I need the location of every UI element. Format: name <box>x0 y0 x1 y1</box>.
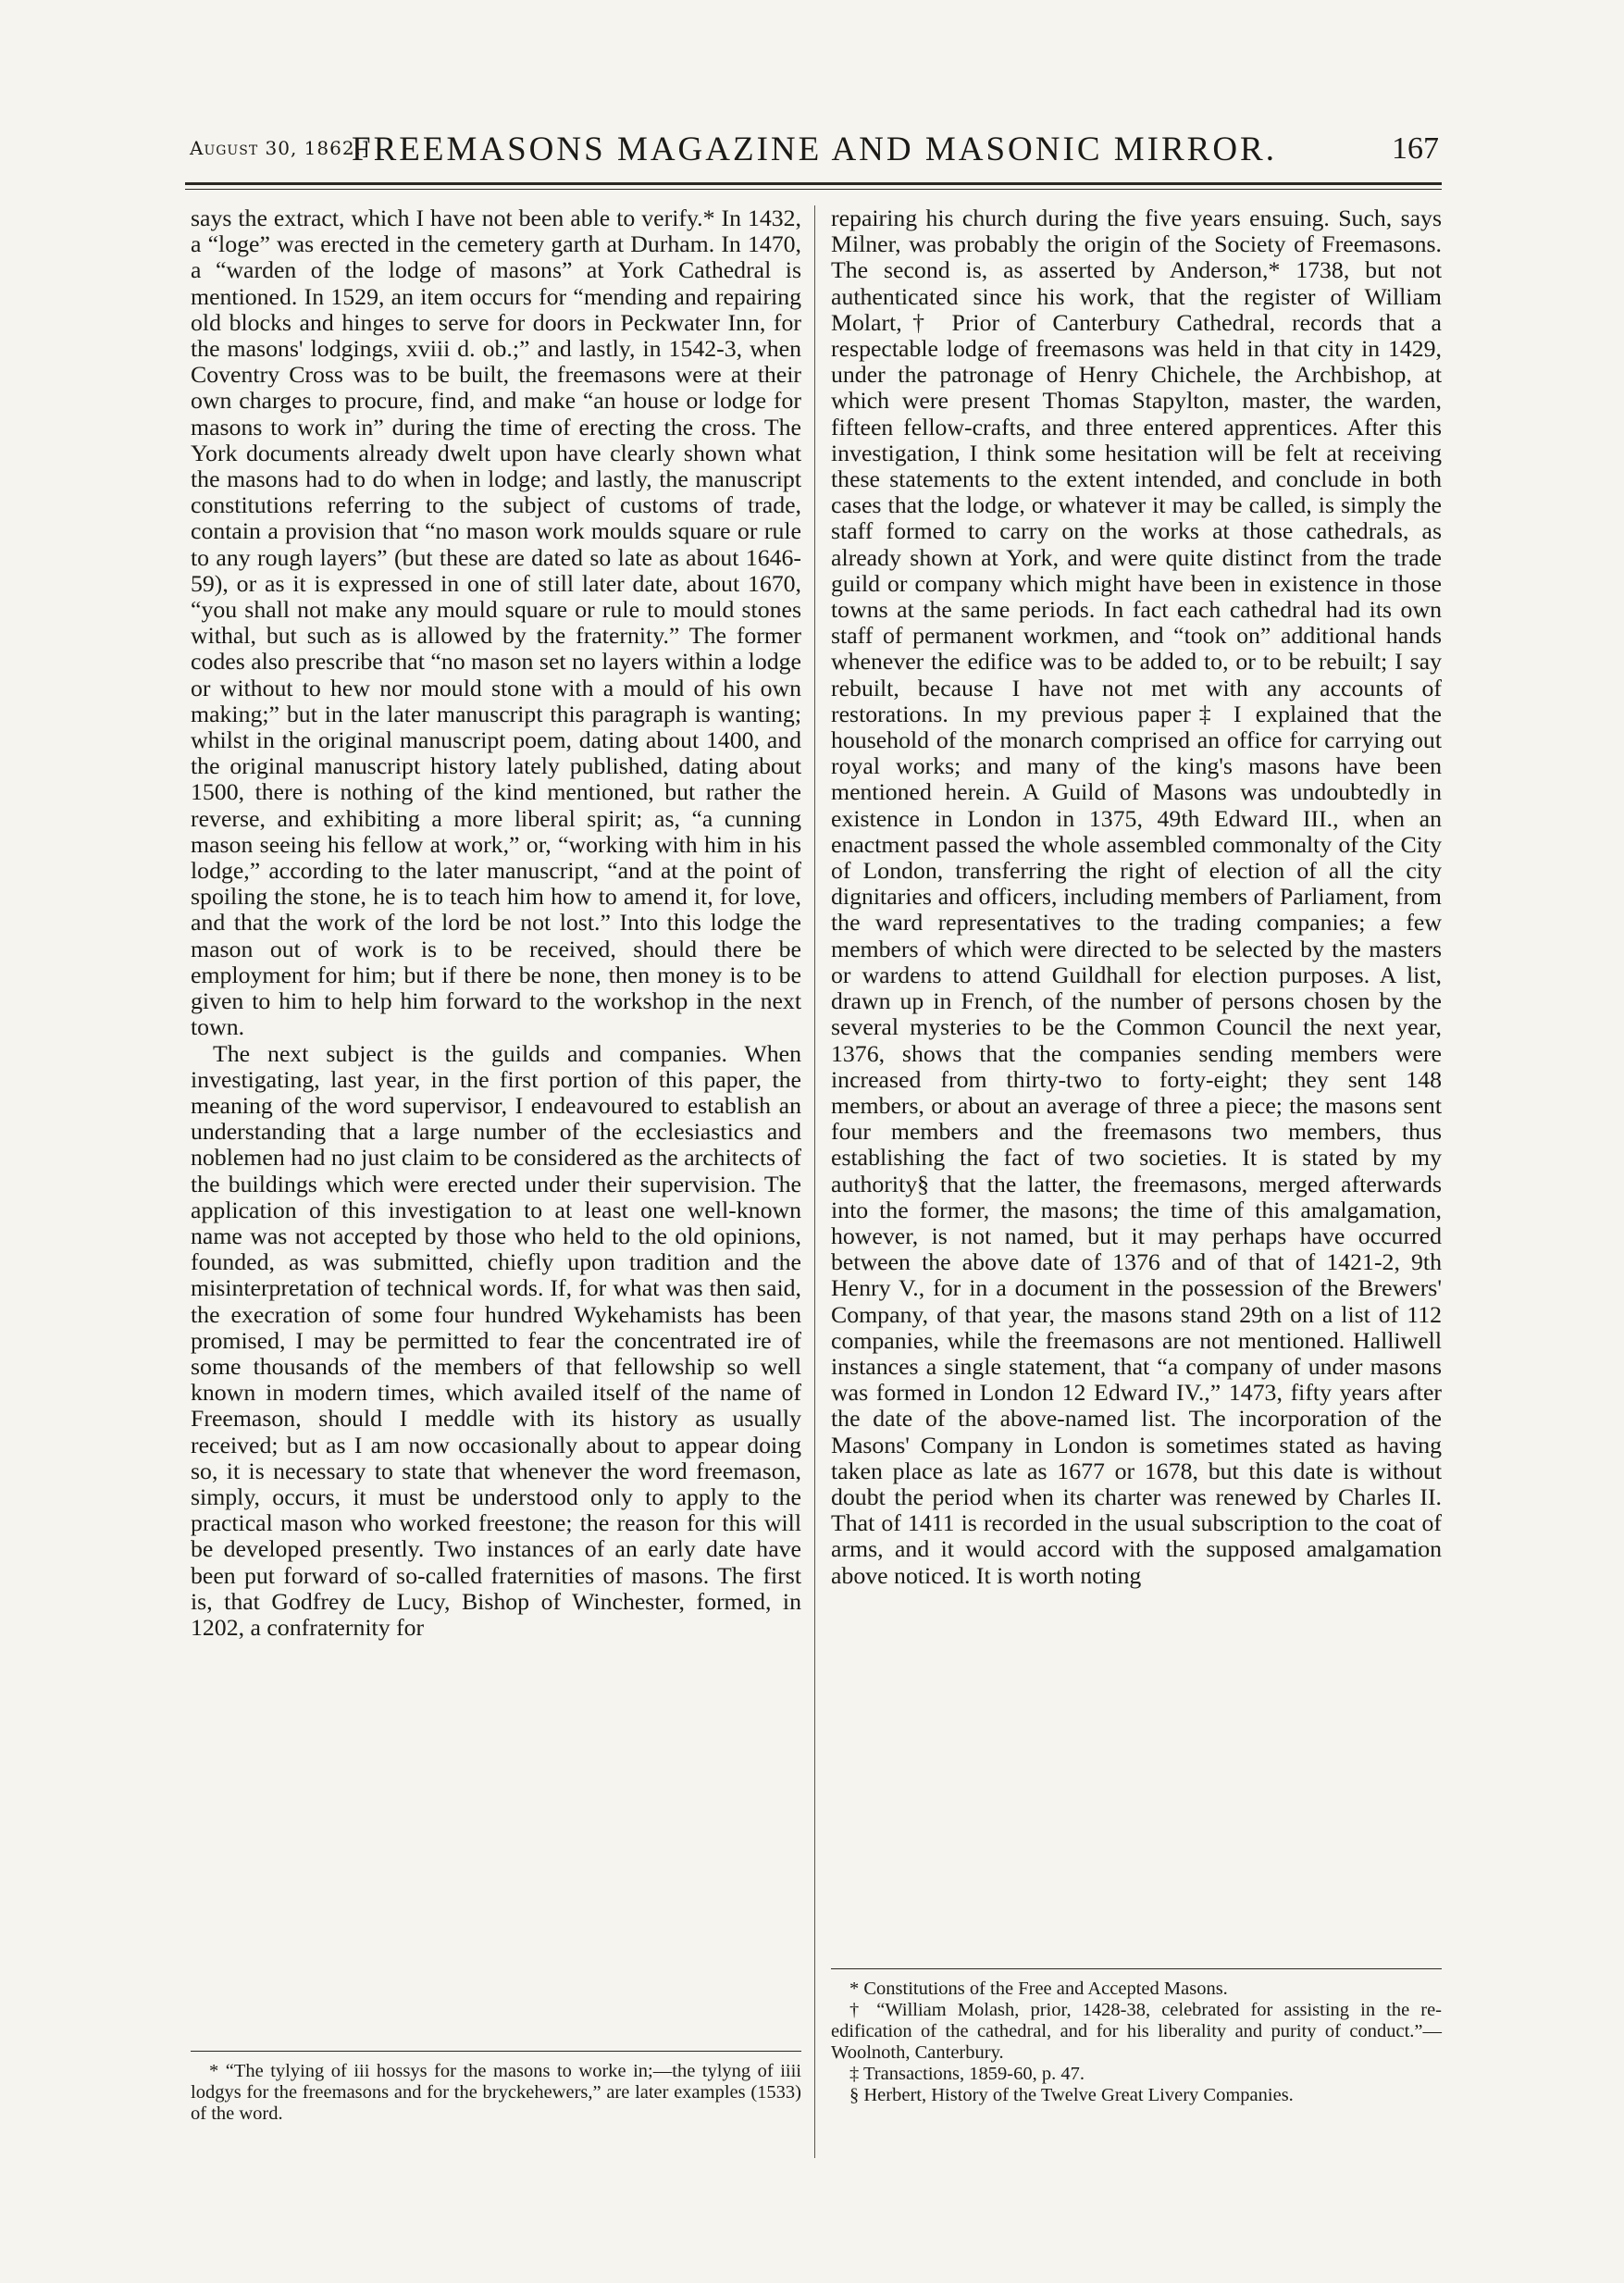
left-footnotes <box>191 2061 801 2125</box>
footnote: * “The tylying of iii hossys for the masons to worke in;—the tylyng of iiii lodgys for the freemasons and for the bryckehewers,” are later examples (1533) of the word. <box>191 2061 801 2124</box>
left-paragraph-2: The next subject is the guilds and companies. When investigating, last year, in the first portion of this paper, the meaning of the word supervisor, I endeavoured to establish an understanding that a large number of the ecclesiastics and noblemen had no just claim to be considered as the architects of the buildings which were erected under their supervision. The application of this investigation to at least one well-known name was not accepted by those who held to the old opinions, founded, as was submitted, chiefly upon tradition and the misinterpretation of technical words. If, for what was then said, the execration of some four hundred Wykehamists has been promised, I may be permitted to fear the concentrated ire of some thousands of the members of that fellowship so well known in modern times, which availed itself of the name of Freemason, should I meddle with its history as usually received; but as I am now occasionally about to appear doing so, it is necessary to state that whenever the word freemason, simply, occurs, it must be understood only to apply to the practical mason who worked freestone; the reason for this will be developed presently. Two instances of an early date have been put forward of so-called fraternities of masons. The first is, that Godfrey de Lucy, Bishop of Winchester, formed, in 1202, a confraternity for <box>191 1039 801 1641</box>
issue-date: August 30, 1862.] <box>190 137 370 159</box>
publication-title: FREEMASONS MAGAZINE AND MASONIC MIRROR. <box>352 130 1277 168</box>
header-rule-thin <box>185 189 1442 190</box>
right-column <box>831 205 1442 1589</box>
left-footnote-rule <box>191 2051 801 2052</box>
right-footnotes <box>831 1979 1442 2106</box>
header-rule-thick <box>185 182 1442 185</box>
footnote: † “William Molash, prior, 1428-38, celebrated for assisting in the re-edification of the cathedral, and for his liberality and purity of conduct.”—Woolnoth, Canterbury. <box>831 2000 1442 2063</box>
left-paragraph-1: says the extract, which I have not been able to verify.* In 1432, a “loge” was erected in the cemetery garth at Durham. In 1470, a “warden of the lodge of masons” at York Cathedral is mentioned. In 1529, an item occurs for “mending and repairing old blocks and hinges to serve for doors in Peckwater Inn, for the masons' lodgings, xviii d. ob.;” and lastly, in 1542-3, when Coventry Cross was to be built, the freemasons were at their own charges to procure, find, and make “an house or lodge for masons to work in” during the time of erecting the cross. The York documents already dwelt upon have clearly shown what the masons had to do when in lodge; and lastly, the manuscript constitutions referring to the subject of customs of trade, contain a provision that “no mason work moulds square or rule to any rough layers” (but these are dated so late as about 1646-59), or as it is expressed in one of still later date, about 1670, “you shall not make any mould square or rule to mould stones withal, but such as is allowed by the fraternity.” The former codes also prescribe that “no mason set no layers within a lodge or without to hew nor mould stone with a mould of his own making;” but in the later manuscript this paragraph is wanting; whilst in the original manuscript poem, dating about 1400, and the original manuscript history lately published, dating about 1500, there is nothing of the kind mentioned, but rather the reverse, and exhibiting a more liberal spirit; as, “a cunning mason seeing his fellow at work,” or, “working with him in his lodge,” according to the later manuscript, “and at the point of spoiling the stone, he is to teach him how to amend it, for love, and that the work of the lord be not lost.” Into this lodge the mason out of work is to be received, should there be employment for him; but if there be none, then money is to be given to him to help him forward to the workshop in the next town. <box>191 205 801 1041</box>
footnote: * Constitutions of the Free and Accepted Masons. <box>849 1979 1228 1999</box>
page-number: 167 <box>1392 131 1439 166</box>
right-paragraph-1: repairing his church during the five years ensuing. Such, says Milner, was probably the origin of the Society of Freemasons. The second is, as asserted by Anderson,* 1738, but not authenticated since his work, that the register of William Molart,† Prior of Canterbury Cathedral, records that a respectable lodge of freemasons was held in that city in 1429, under the patronage of Henry Chichele, the Archbishop, at which were present Thomas Stapylton, master, the warden, fifteen fellow-crafts, and three entered apprentices. After this investigation, I think some hesitation will be felt at receiving these statements to the extent intended, and conclude in both cases that the lodge, or whatever it may be called, is simply the staff formed to carry on the works at those cathedrals, as already shown at York, and were quite distinct from the trade guild or company which might have been in existence in those towns at the same periods. In fact each cathedral had its own staff of permanent workmen, and “took on” additional hands whenever the edifice was to be added to, or to be rebuilt; I say rebuilt, because I have not met with any accounts of restorations. In my previous paper‡ I explained that the household of the monarch comprised an office for carrying out royal works; and many of the king's masons have been mentioned herein. A Guild of Masons was undoubtedly in existence in London in 1375, 49th Edward III., when an enactment passed the whole assembled commonalty of the City of London, transferring the right of election of all the city dignitaries and officers, including members of Parliament, from the ward representatives to the trading companies; a few members of which were directed to be selected by the masters or wardens to attend Guildhall for election purposes. A list, drawn up in French, of the number of persons chosen by the several mysteries to be the Common Council the next year, 1376, shows that the companies sending members were increased from thirty-two to forty-eight; they sent 148 members, or about an average of three a piece; the masons sent four members and the freemasons two members, thus establishing the fact of two societies. It is stated by my authority§ that the latter, the freemasons, merged afterwards into the former, the masons; the time of this amalgamation, however, is not named, but it may perhaps have occurred between the above date of 1376 and of that of 1421-2, 9th Henry V., for in a document in the possession of the Brewers' Company, of that year, the masons stand 29th on a list of 112 companies, while the freemasons are not mentioned. Halliwell instances a single statement, that “a company of under masons was formed in London 12 Edward IV.,” 1473, fifty years after the date of the above-named list. The incorporation of the Masons' Company in London is sometimes stated as having taken place as late as 1677 or 1678, but this date is without doubt the period when its charter was renewed by Charles II. That of 1411 is recorded in the usual subscription to the coat of arms, and it would accord with the supposed amalgamation above noticed. It is worth noting <box>831 205 1442 1589</box>
footnote: § Herbert, History of the Twelve Great Livery Companies. <box>849 2085 1294 2105</box>
column-divider <box>814 205 815 2158</box>
right-footnote-rule <box>831 1968 1442 1969</box>
page-header <box>190 130 1439 170</box>
left-column <box>191 205 801 1641</box>
footnote: ‡ Transactions, 1859-60, p. 47. <box>849 2064 1085 2084</box>
